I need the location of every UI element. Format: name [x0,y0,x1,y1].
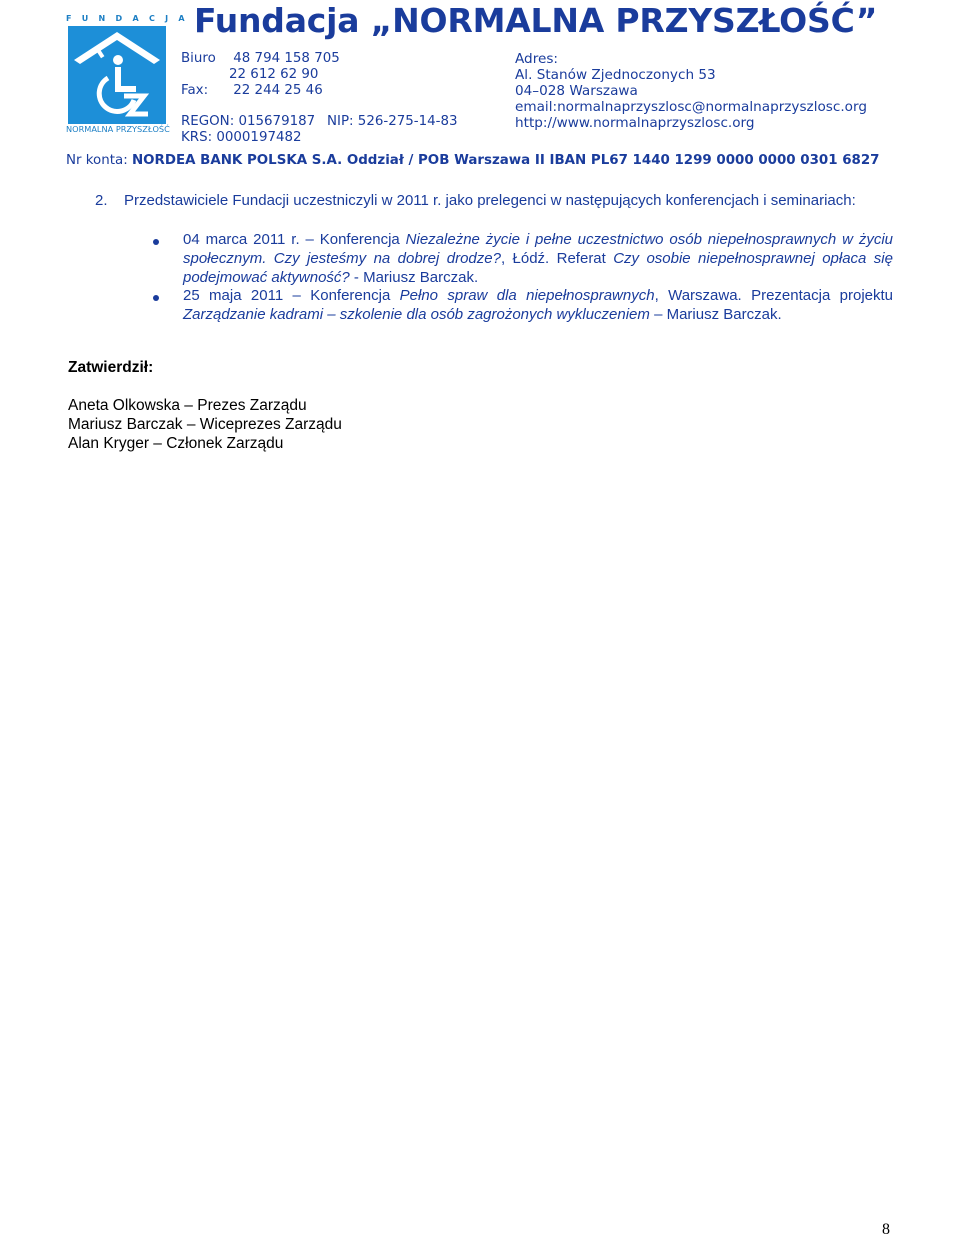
wheelchair-house-icon [68,26,166,124]
page-number: 8 [882,1221,890,1238]
bank-account-line [66,153,879,168]
approval-label: Zatwierdził: [68,359,154,376]
bullet1-part1: 04 marca 2011 r. – Konferencja [183,231,406,248]
office-phone-line [181,51,340,67]
fax-label: Fax: [181,83,209,98]
nip: NIP: 526-275-14-83 [327,114,458,129]
logo-emblem [68,26,166,124]
bullet-item-2 [183,286,893,324]
bullet2-part1: 25 maja 2011 – Konferencja [183,287,400,304]
logo-top-text: FUNDACJA [66,14,195,23]
bullet2-part3: , Warszawa. Prezentacja projektu [654,287,894,304]
bullet2-project-title: Zarządzanie kadrami – szkolenie dla osób zagrożonych wykluczeniem [183,306,650,323]
office-phone-1: 48 794 158 705 [233,51,340,66]
bullet-dot-2 [153,295,159,301]
office-label: Biuro [181,51,216,66]
account-label: Nr konta: [66,153,132,168]
logo-caption: NORMALNA PRZYSZŁOŚĆ [66,124,170,134]
page-title: Fundacja „NORMALNA PRZYSZŁOŚĆ” [194,1,878,40]
bullet1-conference-title: Niezależne życie i pełne uczestnictwo osób niepełnosprawnych w życiu społecznym. Czy jesteśmy na dobrej drodze? [183,231,893,267]
fax-line [181,83,323,99]
signatory-1: Aneta Olkowska – Prezes Zarządu [68,397,307,414]
item-number: 2. [95,192,108,209]
address-city: 04–028 Warszawa [515,83,638,99]
fax-number: 22 244 25 46 [233,83,323,98]
bullet-dot-1 [153,239,159,245]
bullet-item-1 [183,230,893,287]
bullet1-part3: , Łódź. Referat [500,250,614,267]
bullet1-talk-title: Czy osobie niepełnosprawnej opłaca się podejmować aktywność? [183,250,893,286]
regon: REGON: 015679187 [181,114,316,129]
website-link[interactable]: http://www.normalnaprzyszlosc.org [515,115,755,131]
account-value: NORDEA BANK POLSKA S.A. Oddział / POB Warszawa II IBAN PL67 1440 1299 0000 0000 0301 6827 [131,153,880,168]
intro-paragraph: Przedstawiciele Fundacji uczestniczyli w 2011 r. jako prelegenci w następujących konferencjach i seminariach: [124,192,856,209]
email-link[interactable]: email:normalnaprzyszlosc@normalnaprzyszlosc.org [515,99,867,115]
bullet2-part5: – Mariusz Barczak. [649,306,782,323]
office-phone-2: 22 612 62 90 [229,67,319,82]
address-street: Al. Stanów Zjednoczonych 53 [515,67,716,83]
bullet2-conference-title: Pełno spraw dla niepełnosprawnych [399,287,655,304]
krs: KRS: 0000197482 [181,130,302,145]
address-label: Adres: [515,51,559,67]
signatory-2: Mariusz Barczak – Wiceprezes Zarządu [68,416,342,433]
bullet1-part5: - Mariusz Barczak. [349,269,479,286]
signatory-3: Alan Kryger – Członek Zarządu [68,435,284,452]
